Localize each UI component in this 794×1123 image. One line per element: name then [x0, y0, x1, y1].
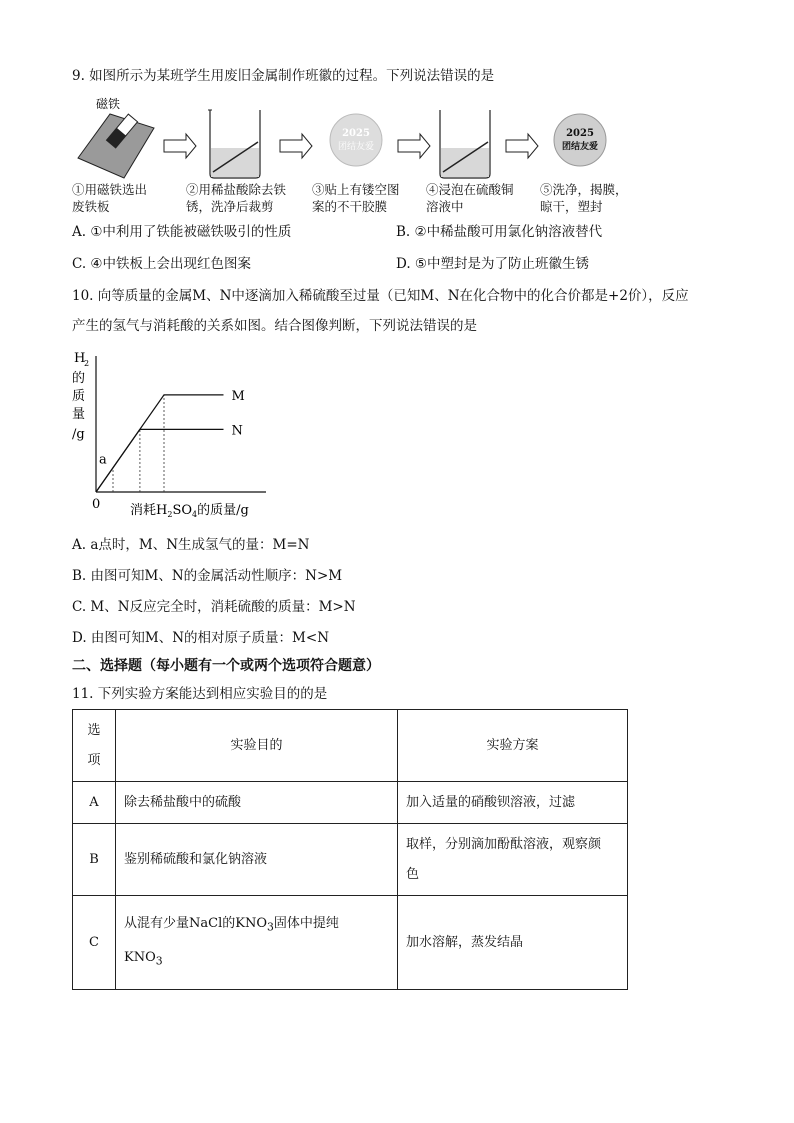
- table-header-row: [73, 710, 628, 782]
- row-option: C: [73, 896, 116, 990]
- row-purpose: 鉴别稀硫酸和氯化钠溶液: [116, 824, 398, 896]
- beaker-icon: [208, 110, 260, 178]
- arrow-icon: [506, 134, 538, 158]
- step-caption-5: ⑤洗净，揭膜， 晾干，塑封: [540, 182, 628, 214]
- q10-chart: [66, 346, 286, 522]
- series-label-n: N: [231, 423, 243, 439]
- q9-stem: 9. 如图所示为某班学生用废旧金属制作班徽的过程。下列说法错误的是: [72, 68, 495, 84]
- table-row: [73, 896, 628, 990]
- arrow-icon: [164, 134, 196, 158]
- y-axis-label-zhi: 质: [72, 389, 86, 404]
- section-title: 二、选择题（每小题有一个或两个选项符合题意）: [72, 658, 380, 674]
- arrow-icon: [398, 134, 430, 158]
- q10-option-c[interactable]: C. M、N反应完全时，消耗硫酸的质量：M>N: [72, 599, 356, 615]
- magnet-label: 磁铁: [96, 97, 121, 111]
- beaker-icon: [440, 110, 490, 178]
- svg-text:2025: 2025: [566, 128, 594, 139]
- header-purpose: 实验目的: [116, 710, 398, 782]
- table-row: [73, 824, 628, 896]
- svg-text:2025: 2025: [342, 128, 370, 139]
- svg-text:团结友爱: 团结友爱: [337, 142, 375, 152]
- q10-option-a[interactable]: A. a点时，M、N生成氢气的量：M=N: [72, 537, 310, 553]
- x-axis-label: 消耗$H_2SO_4$的质量/g: [130, 503, 249, 519]
- q10-option-d[interactable]: D. 由图可知M、N的相对原子质量：M<N: [72, 630, 330, 646]
- q10-stem-line1: 10. 向等质量的金属M、N中逐滴加入稀硫酸至过量（已知M、N在化合物中的化合价都是+2价），反应: [72, 288, 689, 304]
- series-line-n: [96, 429, 224, 492]
- chart-marks: [96, 389, 245, 492]
- row-option: A: [73, 782, 116, 824]
- series-label-m: M: [231, 388, 245, 404]
- step-caption-4: ④浸泡在硫酸铜 溶液中: [426, 182, 514, 214]
- y-axis-label-h: H: [74, 351, 86, 366]
- origin-label: 0: [92, 497, 101, 512]
- svg-text:团结友爱: 团结友爱: [561, 142, 599, 152]
- header-option: 选 项: [73, 710, 116, 782]
- step-caption-3: ③贴上有镂空图 案的不干胶膜: [312, 182, 400, 214]
- q9-option-b[interactable]: B. ②中稀盐酸可用氯化钠溶液替代: [396, 224, 603, 240]
- table-row: [73, 782, 628, 824]
- q10-stem-line2: 产生的氢气与消耗酸的关系如图。结合图像判断，下列说法错误的是: [72, 318, 477, 334]
- q9-option-a[interactable]: A. ①中利用了铁能被磁铁吸引的性质: [72, 224, 292, 240]
- series-line-m: [96, 395, 224, 492]
- q9-option-d[interactable]: D. ⑤中塑封是为了防止班徽生锈: [396, 256, 590, 272]
- row-plan: 取样，分别滴加酚酞溶液，观察颜 色: [398, 824, 628, 896]
- y-axis-label-sub: 2: [84, 359, 90, 368]
- y-axis-label-liang: 量: [72, 407, 86, 422]
- arrow-icon: [280, 134, 312, 158]
- row-plan: 加水溶解，蒸发结晶: [398, 896, 628, 990]
- q10-option-b[interactable]: B. 由图可知M、N的金属活动性顺序：N>M: [72, 568, 343, 584]
- q11-table: [72, 709, 628, 990]
- q9-process-figure: [72, 92, 632, 188]
- header-plan: 实验方案: [398, 710, 628, 782]
- q9-option-c[interactable]: C. ④中铁板上会出现红色图案: [72, 256, 252, 272]
- point-label-a: a: [99, 452, 107, 468]
- badge-icon: [330, 114, 382, 166]
- y-axis-label-de: 的: [72, 371, 86, 386]
- step-caption-2: ②用稀盐酸除去铁 锈，洗净后裁剪: [186, 182, 287, 214]
- step-caption-1: ①用磁铁选出 废铁板: [72, 182, 148, 214]
- y-axis-label-unit: /g: [72, 427, 85, 442]
- row-purpose: 从混有少量NaCl的$KNO_3$固体中提纯 $KNO_3$: [116, 896, 398, 990]
- row-plan: 加入适量的硝酸钡溶液，过滤: [398, 782, 628, 824]
- q11-stem: 11. 下列实验方案能达到相应实验目的的是: [72, 686, 328, 702]
- row-purpose: 除去稀盐酸中的硫酸: [116, 782, 398, 824]
- badge-icon: [554, 114, 606, 166]
- row-option: B: [73, 824, 116, 896]
